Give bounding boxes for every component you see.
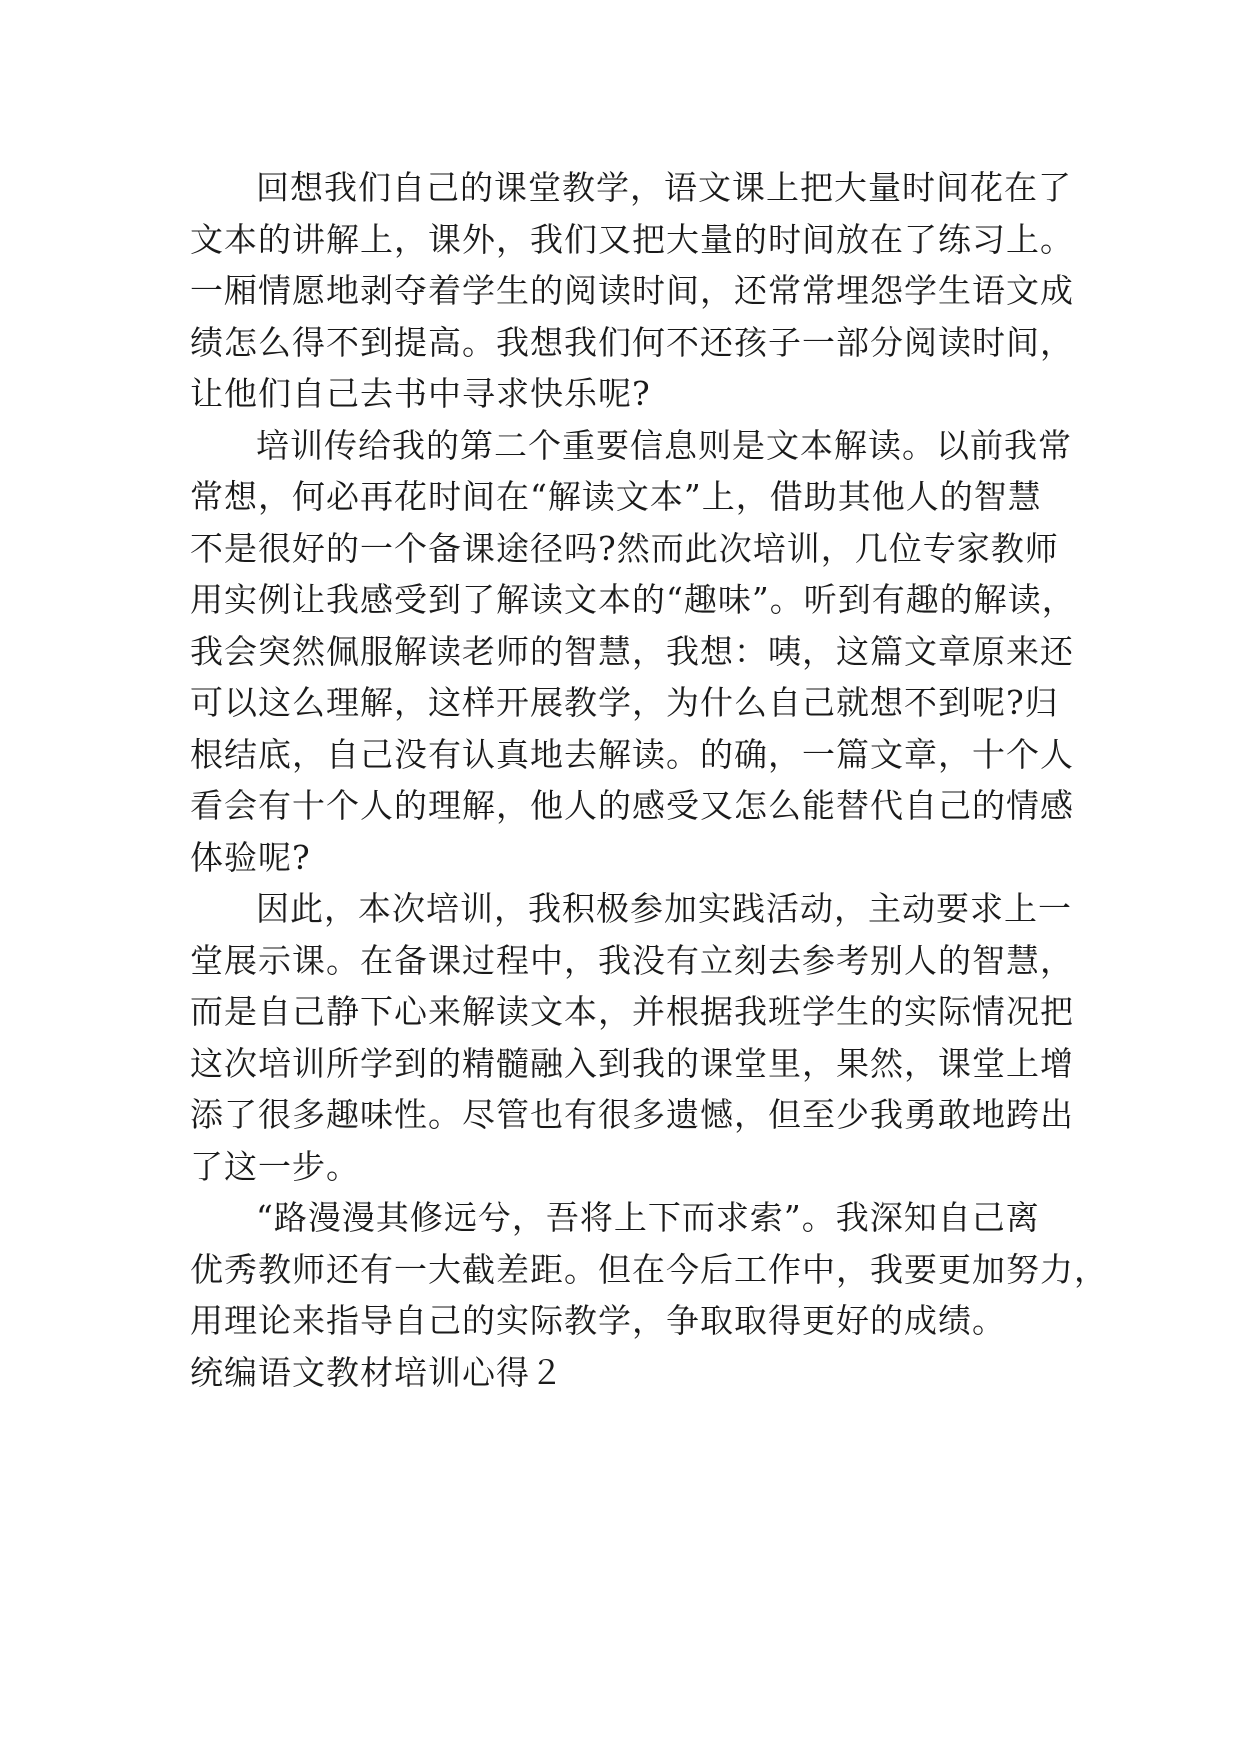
text-line: 堂展示课。在备课过程中，我没有立刻去参考别人的智慧， <box>190 940 1074 980</box>
text-line: 体验呢? <box>190 837 311 877</box>
text-line: 文本的讲解上，课外，我们又把大量的时间放在了练习上。 <box>190 219 1074 259</box>
text-line: 因此，本次培训，我积极参加实践活动，主动要求上一 <box>256 889 1072 928</box>
text-line: 看会有十个人的理解，他人的感受又怎么能替代自己的情感 <box>190 786 1074 825</box>
text-line: 用实例让我感受到了解读文本的“趣味”。听到有趣的解读， <box>190 580 1076 619</box>
text-line: 了这一步。 <box>190 1146 360 1186</box>
text-line: 优秀教师还有一大截差距。但在今后工作中，我要更加努力， <box>190 1249 1108 1289</box>
text-line: 这次培训所学到的精髓融入到我的课堂里，果然，课堂上增 <box>190 1043 1074 1083</box>
text-line: “路漫漫其修远兮，吾将上下而求索”。我深知自己离 <box>256 1198 1040 1237</box>
text-line: 一厢情愿地剥夺着学生的阅读时间，还常常埋怨学生语文成 <box>190 271 1074 310</box>
text-line: 可以这么理解，这样开展教学，为什么自己就想不到呢?归 <box>190 683 1059 722</box>
text-line: 培训传给我的第二个重要信息则是文本解读。以前我常 <box>256 425 1072 465</box>
text-line: 绩怎么得不到提高。我想我们何不还孩子一部分阅读时间， <box>190 322 1074 362</box>
text-line: 而是自己静下心来解读文本，并根据我班学生的实际情况把 <box>190 992 1074 1031</box>
text-line: 不是很好的一个备课途径吗?然而此次培训，几位专家教师 <box>190 528 1059 568</box>
text-line: 根结底，自己没有认真地去解读。的确，一篇文章，十个人 <box>190 734 1074 774</box>
text-line: 常想，何必再花时间在“解读文本”上，借助其他人的智慧 <box>190 477 1042 516</box>
text-line: 用理论来指导自己的实际教学，争取取得更好的成绩。 <box>190 1301 1006 1340</box>
text-line: 我会突然佩服解读老师的智慧，我想：咦，这篇文章原来还 <box>190 631 1074 671</box>
section-heading: 统编语文教材培训心得２ <box>190 1352 564 1392</box>
text-line: 添了很多趣味性。尽管也有很多遗憾，但至少我勇敢地跨出 <box>190 1095 1074 1134</box>
text-line: 回想我们自己的课堂教学，语文课上把大量时间花在了 <box>256 168 1072 207</box>
document-body <box>190 162 1108 1398</box>
text-line: 让他们自己去书中寻求快乐呢? <box>190 374 651 413</box>
